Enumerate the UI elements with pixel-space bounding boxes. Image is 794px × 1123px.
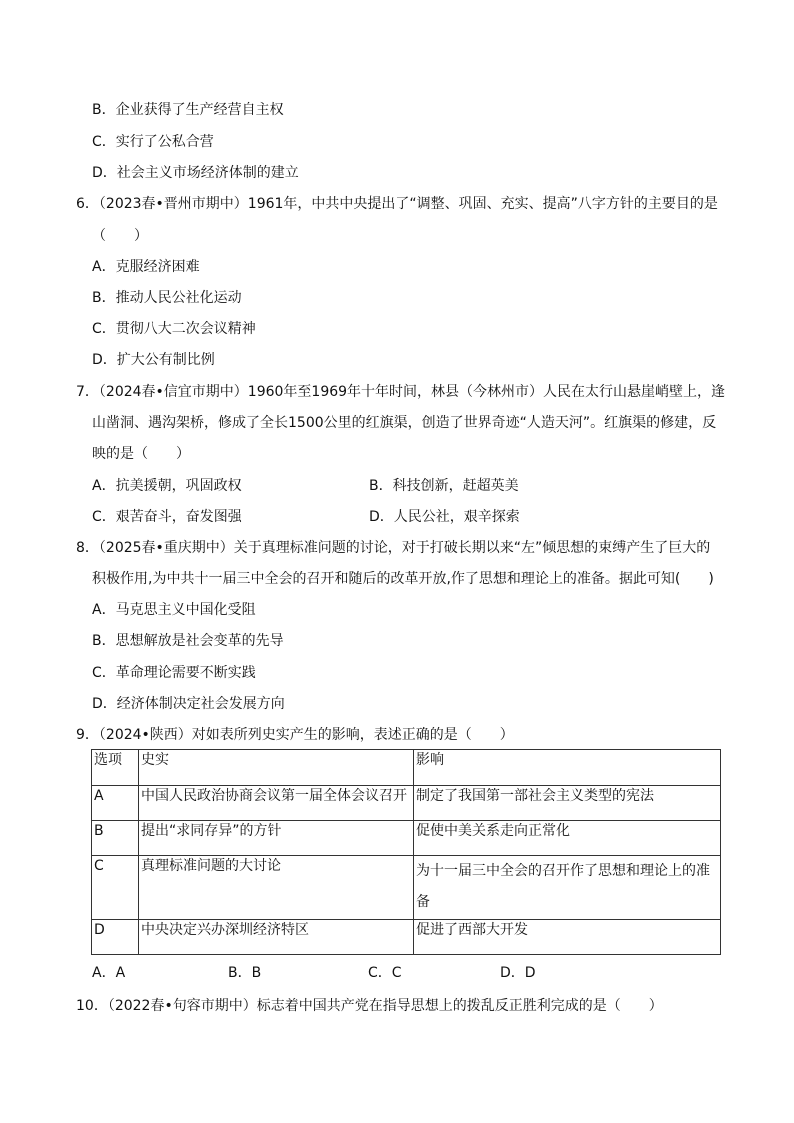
q7-option-a[interactable]: A．抗美援朝，巩固政权 [92, 478, 242, 494]
q8-stem-line1: 8．（2025春•重庆期中）关于真理标准问题的讨论，对于打破长期以来“左”倾思想的束缚产生了巨大的 [76, 540, 711, 556]
q9-table [91, 749, 721, 955]
q7-stem-line1: 7．（2024春•信宜市期中）1960年至1969年十年时间，林县（今林州市）人民在太行山悬崖峭壁上，逢 [76, 384, 726, 400]
q5-option-c[interactable]: C．实行了公私合营 [92, 134, 214, 150]
q8-option-b[interactable]: B．思想解放是社会变革的先导 [92, 633, 284, 649]
table-cell: 中国人民政治协商会议第一届全体会议召开 [139, 786, 414, 821]
table-cell: 制定了我国第一部社会主义类型的宪法 [414, 786, 721, 821]
q9-option-d[interactable]: D．D [500, 965, 536, 981]
q5-option-d[interactable]: D．社会主义市场经济体制的建立 [92, 165, 299, 181]
q7-option-d[interactable]: D．人民公社，艰辛探索 [369, 509, 520, 525]
q6-option-a[interactable]: A．克服经济困难 [92, 259, 200, 275]
table-header-cell: 选项 [92, 750, 139, 786]
q8-option-a[interactable]: A．马克思主义中国化受阻 [92, 602, 256, 618]
table-cell: B [92, 821, 139, 856]
q8-option-c[interactable]: C．革命理论需要不断实践 [92, 665, 256, 681]
table-cell: A [92, 786, 139, 821]
q5-option-b[interactable]: B．企业获得了生产经营自主权 [92, 102, 284, 118]
q9-option-a[interactable]: A．A [92, 965, 126, 981]
table-cell: C [92, 856, 139, 920]
q7-option-b[interactable]: B．科技创新，赶超英美 [369, 478, 519, 494]
table-row [92, 856, 721, 920]
table-cell: 促进了西部大开发 [414, 920, 721, 955]
q7-option-c[interactable]: C．艰苦奋斗，奋发图强 [92, 509, 242, 525]
table-cell: 真理标准问题的大讨论 [139, 856, 414, 920]
q6-option-b[interactable]: B．推动人民公社化运动 [92, 290, 242, 306]
table-cell: 促使中美关系走向正常化 [414, 821, 721, 856]
table-cell: 提出“求同存异”的方针 [139, 821, 414, 856]
q6-option-d[interactable]: D．扩大公有制比例 [92, 352, 215, 368]
q6-stem-line2: （ ） [92, 228, 148, 244]
q8-stem-line2: 积极作用,为中共十一届三中全会的召开和随后的改革开放,作了思想和理论上的准备。据此可知( ) [92, 571, 714, 587]
q7-stem-line3: 映的是（ ） [92, 446, 190, 462]
q7-stem-line2: 山凿洞、遇沟架桥，修成了全长1500公里的红旗渠，创造了世界奇迹“人造天河”。红旗渠的修建，反 [92, 415, 717, 431]
q8-option-d[interactable]: D．经济体制决定社会发展方向 [92, 696, 285, 712]
q6-stem-line1: 6．（2023春•晋州市期中）1961年，中共中央提出了“调整、巩固、充实、提高”八字方针的主要目的是 [76, 196, 718, 212]
table-cell: D [92, 920, 139, 955]
table-header-row [92, 750, 721, 786]
table-cell: 为十一届三中全会的召开作了思想和理论上的准备 [414, 856, 721, 920]
q9-option-b[interactable]: B．B [228, 965, 262, 981]
table-header-cell: 史实 [139, 750, 414, 786]
table-cell: 中央决定兴办深圳经济特区 [139, 920, 414, 955]
q6-option-c[interactable]: C．贯彻八大二次会议精神 [92, 321, 256, 337]
q9-stem: 9．（2024•陕西）对如表所列史实产生的影响，表述正确的是（ ） [76, 727, 514, 743]
table-row [92, 920, 721, 955]
table-row [92, 786, 721, 821]
q10-stem: 10．（2022春•句容市期中）标志着中国共产党在指导思想上的拨乱反正胜利完成的是（ ） [76, 998, 663, 1014]
table-header-cell: 影响 [414, 750, 721, 786]
table-row [92, 821, 721, 856]
q9-option-c[interactable]: C．C [368, 965, 402, 981]
